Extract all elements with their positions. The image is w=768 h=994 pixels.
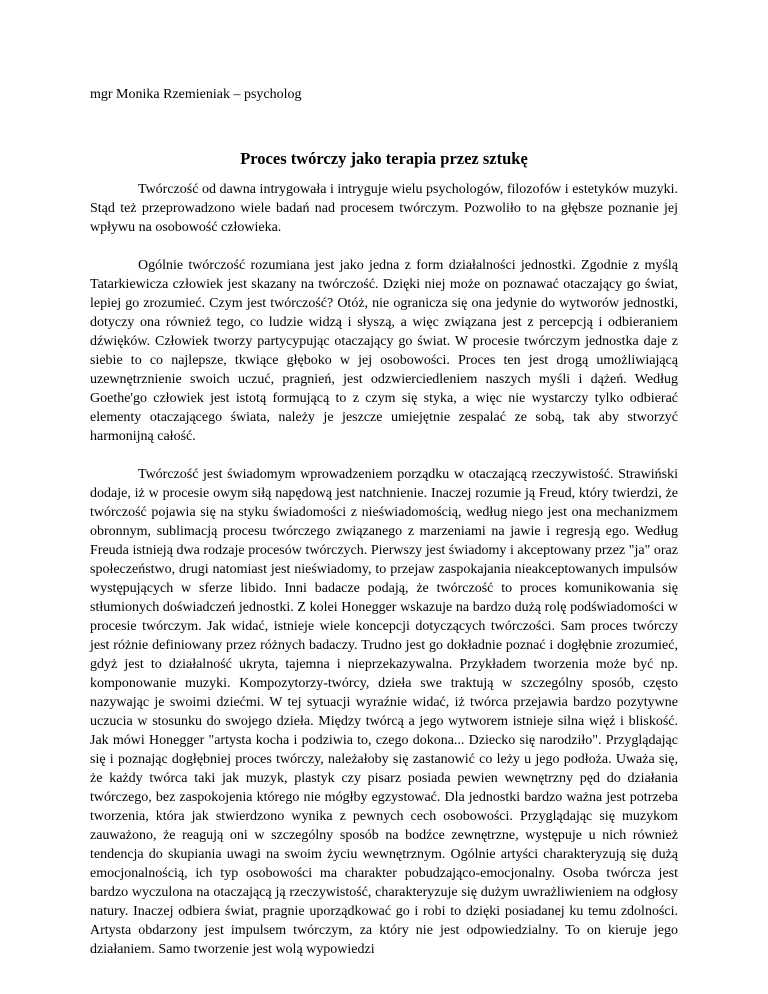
paragraph-intro: Twórczość od dawna intrygowała i intryguje wielu psychologów, filozofów i estetyków muzyki. Stąd też przeprowadzono wiele badań nad procesem twórczym. Pozwoliło to na głębsze poznanie jej wpływu na osobowość człowieka. bbox=[90, 182, 678, 235]
document-body bbox=[90, 180, 678, 978]
paragraph-definition: Ogólnie twórczość rozumiana jest jako jedna z form działalności jednostki. Zgodnie z myślą Tatarkiewicza człowiek jest skazany na twórczość. Dzięki niej może on poznawać otaczający go świat, lepiej go zrozumieć. Czym jest twórczość? Otóż, nie ogranicza się ona jedynie do wytworów jednostki, dotyczy ona również tego, co ludzie widzą i słyszą, a więc związana jest z percepcją i odbieraniem dźwięków. Człowiek tworzy partycypując otaczający go świat. W procesie twórczym jednostka daje z siebie to co najlepsze, tkwiące głęboko w jej osobowości. Proces ten jest drogą umożliwiającą uzewnętrznienie swoich uczuć, pragnień, jest odzwierciedleniem naszych myśli i dążeń. Według Goethe'go człowiek jest istotą formującą to z czym się styka, a więc nie wystarczy tylko odbierać elementy otaczającego świata, należy je jeszcze umiejętnie zespalać ze sobą, tak aby stworzyć harmonijną całość. bbox=[90, 258, 678, 444]
document-title: Proces twórczy jako terapia przez sztukę bbox=[240, 149, 528, 168]
paragraph-theories: Twórczość jest świadomym wprowadzeniem porządku w otaczającą rzeczywistość. Strawiński dodaje, iż w procesie owym siłą napędową jest natchnienie. Inaczej rozumie ją Freud, który twierdzi, że twórczość pojawia się na styku świadomości z nieświadomością, według niego jest ona mechanizmem obronnym, sublimacją procesu twórczego związanego z marzeniami na jawie i regresją ego. Według Freuda istnieją dwa rodzaje procesów twórczych. Pierwszy jest świadomy i akceptowany przez "ja" oraz społeczeństwo, drugi natomiast jest nieświadomy, to przejaw zaspokajania nieakceptowanych impulsów występujących w sferze libido. Inni badacze podają, że twórczość to proces komunikowania się stłumionych doświadczeń jednostki. Z kolei Honegger wskazuje na bardzo dużą rolę podświadomości w procesie twórczym. Jak widać, istnieje wiele koncepcji dotyczących twórczości. Sam proces twórczy jest różnie definiowany przez różnych badaczy. Trudno jest go dokładnie poznać i dogłębnie zrozumieć, gdyż jest to działalność ukryta, tajemna i nieprzekazywalna. Przykładem tworzenia może być np. komponowanie muzyki. Kompozytorzy-twórcy, dzieła swe traktują w szczególny sposób, często nazywając je swoimi dziećmi. W tej sytuacji wyraźnie widać, iż twórca przejawia bardzo pozytywne uczucia w stosunku do swojego dzieła. Między twórcą a jego wytworem istnieje silna więź i bliskość. Jak mówi Honegger "artysta kocha i podziwia to, czego dokona... Dziecko się narodziło". Przyglądając się i poznając dogłębniej proces twórczy, należałoby się zastanowić co leży u jego podłoża. Uważa się, że każdy twórca taki jak muzyk, plastyk czy pisarz posiada pewien wewnętrzny pęd do działania twórczego, bez zaspokojenia którego nie mógłby egzystować. Dla jednostki bardzo ważna jest potrzeba tworzenia, która jak stwierdzono wynika z pewnych cech osobowości. Przyglądając się muzykom zauważono, że reagują oni w szczególny sposób na bodźce zewnętrzne, występuje u nich również tendencja do skupiania uwagi na swoim życiu wewnętrznym. Ogólnie artyści charakteryzują się dużą emocjonalnością, ich typ osobowości ma charakter pobudzająco-emocjonalny. Osoba twórcza jest bardzo wyczulona na otaczającą ją rzeczywistość, charakteryzuje się dużym uwrażliwieniem na odgłosy natury. Inaczej odbiera świat, pragnie uporządkować go i robi to dzięki posiadanej ku temu zdolności. Artysta obdarzony jest impulsem twórczym, za który nie jest odpowiedzialny. To on kieruje jego działaniem. Samo tworzenie jest wolą wypowiedzi bbox=[90, 467, 678, 957]
author-line: mgr Monika Rzemieniak – psycholog bbox=[90, 87, 302, 102]
